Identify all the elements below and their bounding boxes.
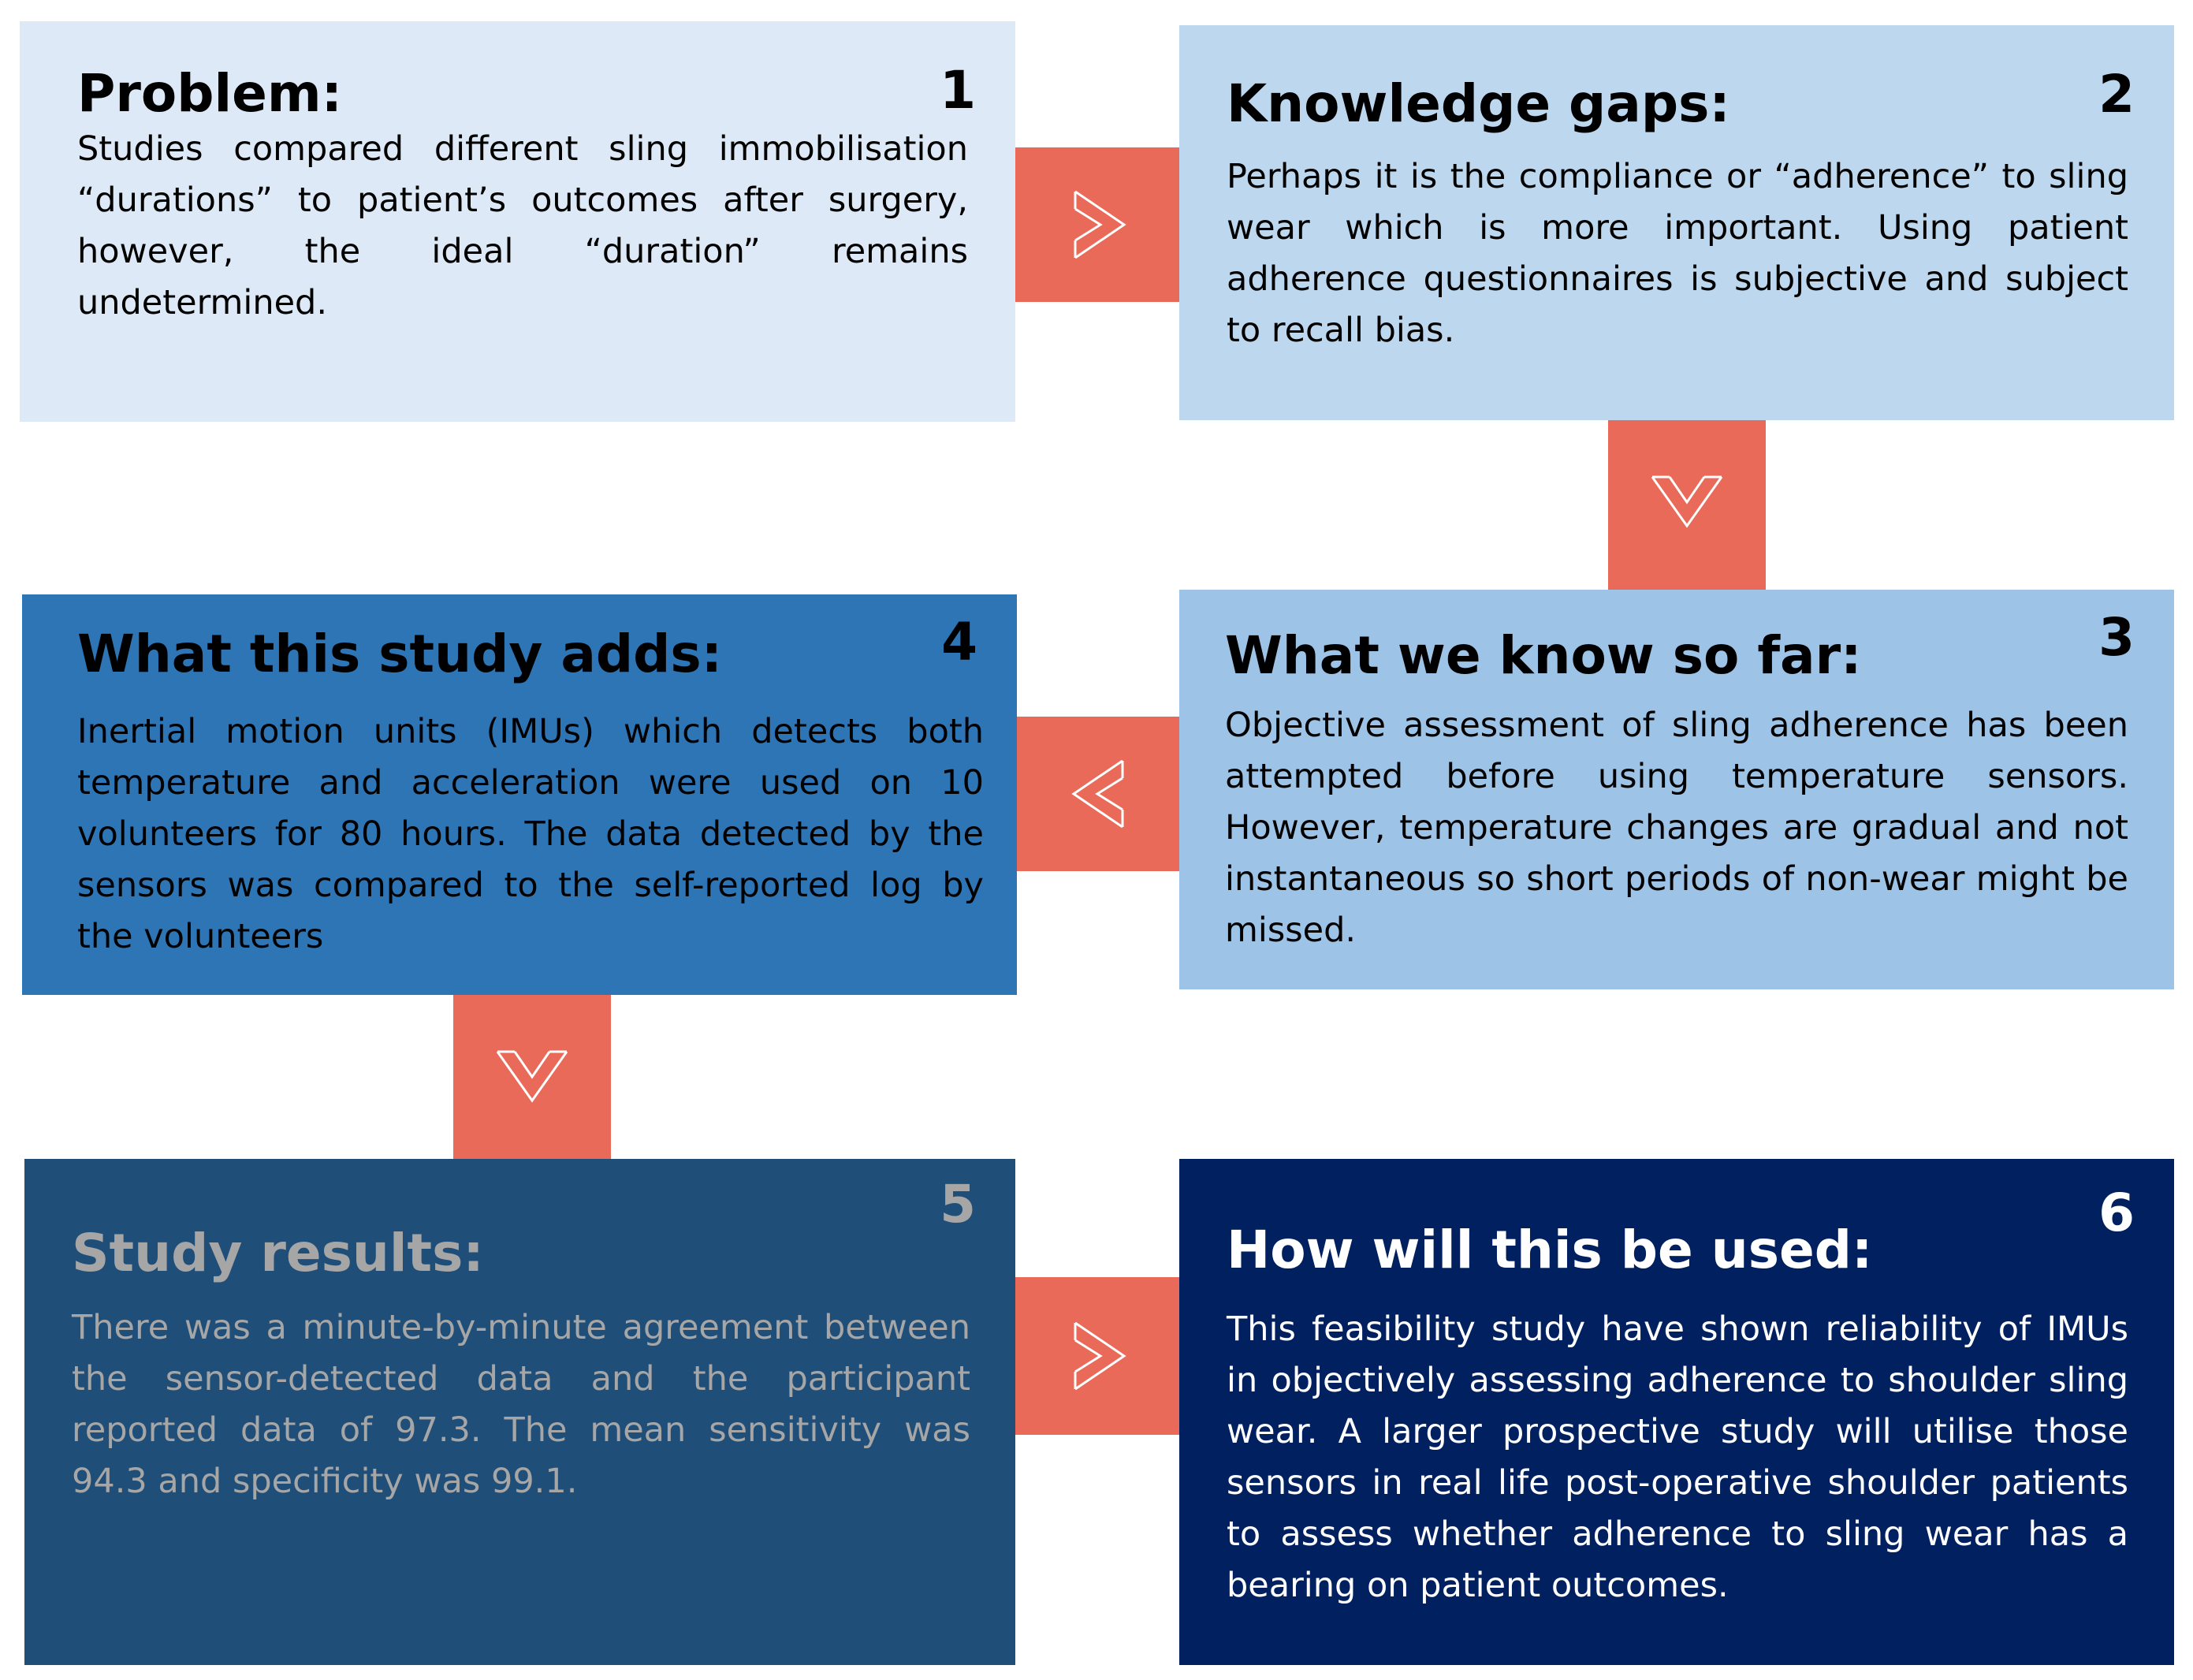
box-title: Problem:: [77, 63, 343, 124]
box-title: How will this be used:: [1227, 1220, 1873, 1280]
connector-4-5: [453, 995, 611, 1159]
box-problem: [20, 21, 1015, 422]
box-number: 5: [940, 1174, 976, 1235]
connector-3-4: [1017, 717, 1179, 871]
box-knowledge-gaps: [1179, 25, 2174, 420]
chevron-down-icon: [1608, 420, 1766, 590]
box-number: 3: [2098, 607, 2135, 668]
chevron-right-icon: [1015, 147, 1179, 302]
box-body: Perhaps it is the compliance or “adherence” to sling wear which is more important. Using patient adherence questionnaires is subjective and subject to recall bias.: [1227, 157, 2128, 350]
box-number: 2: [2098, 64, 2135, 125]
box-body: This feasibility study have shown reliability of IMUs in objectively assessing adherence to shoulder sling wear. A larger prospective study will utilise those sensors in real life post-operative shoulder patients to assess whether adherence to sling wear has a bearing on patient outcomes.: [1227, 1309, 2128, 1605]
box-number: 6: [2098, 1183, 2135, 1243]
box-what-we-know: [1179, 590, 2174, 989]
chevron-right-icon: [1015, 1277, 1179, 1435]
chevron-down-icon: [453, 995, 611, 1159]
box-title: Study results:: [72, 1223, 484, 1283]
box-title: Knowledge gaps:: [1227, 73, 1730, 134]
box-what-study-adds: [22, 594, 1017, 995]
box-number: 4: [941, 612, 977, 672]
box-study-results: [24, 1159, 1015, 1665]
box-body: Inertial motion units (IMUs) which detects both temperature and acceleration were used on 10 volunteers for 80 hours. The data detected by the sensors was compared to the self-reported log by the volunteers: [77, 712, 984, 956]
connector-2-3: [1608, 420, 1766, 590]
box-how-used: [1179, 1159, 2174, 1665]
connector-5-6: [1015, 1277, 1179, 1435]
box-body: Objective assessment of sling adherence has been attempted before using temperature sensors. However, temperature changes are gradual and not instantaneous so short periods of non-wear might be missed.: [1225, 706, 2128, 950]
chevron-left-icon: [1017, 717, 1179, 871]
connector-1-2: [1015, 147, 1179, 302]
box-title: What we know so far:: [1225, 625, 1862, 686]
box-number: 1: [940, 60, 976, 121]
box-body: There was a minute-by-minute agreement between the sensor-detected data and the participant reported data of 97.3. The mean sensitivity was 94.3 and specificity was 99.1.: [72, 1308, 970, 1501]
box-title: What this study adds:: [77, 624, 723, 684]
box-body: Studies compared different sling immobilisation “durations” to patient’s outcomes after surgery, however, the ideal “duration” remains undetermined.: [77, 129, 968, 322]
